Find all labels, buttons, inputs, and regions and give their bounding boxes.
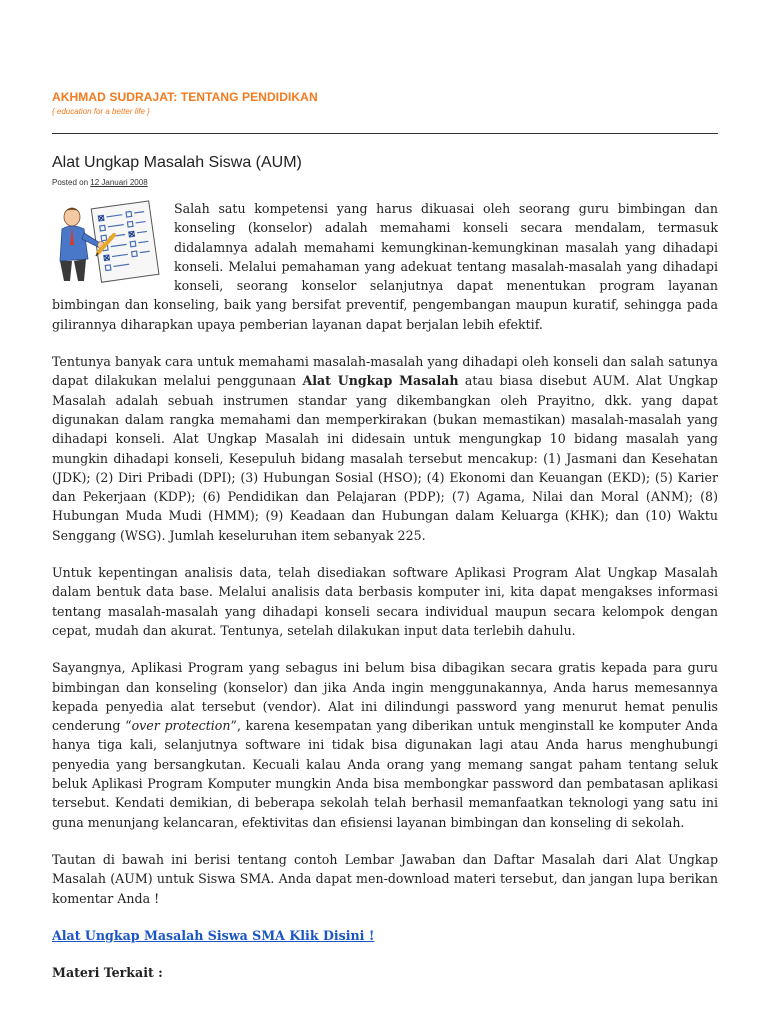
post-title: Alat Ungkap Masalah Siswa (AUM) xyxy=(52,154,302,171)
paragraph-aum-description xyxy=(52,352,718,545)
posted-on-label: Posted on xyxy=(52,178,89,187)
header-divider xyxy=(52,133,718,134)
aum-bold-term: Alat Ungkap Masalah xyxy=(302,373,459,389)
paragraph-licensing-text-start: Sayangnya, Aplikasi Program yang sebagus ini belum bisa dibagikan secara gratis kepada para guru bimbingan dan konseling (konselor) dan jika Anda ingin menggunakannya, Anda harus memesannya kepada penyedia alat tersebut (vendor). Alat ini dilindungi password yang menurut hemat penulis cenderung “ xyxy=(52,660,718,734)
over-protection-italic: over protection xyxy=(131,718,231,734)
post-date-link[interactable]: 12 Januari 2008 xyxy=(90,178,148,187)
related-materials-heading: Materi Terkait : xyxy=(52,965,163,981)
paragraph-intro xyxy=(52,199,718,334)
paragraph-intro-text: Salah satu kompetensi yang harus dikuasai oleh seorang guru bimbingan dan konseling (konselor) adalah memahami konseli secara mendalam, termasuk didalamnya adalah memahami kemungkinan-kemungkinan masalah yang dihadapi konseli. Melalui pemahaman yang adekuat tentang masalah-masalah yang dihadapi konseli, seorang konselor selanjutnya dapat menentukan program layanan bimbingan dan konseling, baik yang bersifat preventif, pengembangan maupun kuratif, sehingga pada gilirannya diharapkan upaya pemberian layanan dapat berjalan lebih efektif. xyxy=(52,201,718,332)
site-header xyxy=(52,90,718,116)
paragraph-download-info: Tautan di bawah ini berisi tentang contoh Lembar Jawaban dan Daftar Masalah dari Alat Ungkap Masalah (AUM) untuk Siswa SMA. Anda dapat men-download materi tersebut, dan jangan lupa berikan komentar Anda ! xyxy=(52,851,718,906)
site-tagline: { education for a better life } xyxy=(52,107,150,116)
post-meta xyxy=(52,178,148,187)
paragraph-aum-text-start: Tentunya banyak cara untuk memahami masalah-masalah yang dihadapi oleh konseli dan salah satunya dapat dilakukan melalui penggunaan xyxy=(52,354,718,389)
person-questionnaire-icon xyxy=(52,199,164,283)
paragraph-software: Untuk kepentingan analisis data, telah disediakan software Aplikasi Program Alat Ungkap Masalah dalam bentuk data base. Melalui analisis data berbasis komputer ini, kita dapat mengakses informasi tentang masalah-masalah yang dihadapi konseli secara individual maupun secara kelompok dengan cepat, mudah dan akurat. Tentunya, setelah dilakukan input data terlebih dahulu. xyxy=(52,565,718,638)
paragraph-licensing xyxy=(52,658,718,832)
download-link-row xyxy=(52,926,718,945)
paragraph-licensing-text-end: ”, karena kesempatan yang diberikan untuk menginstall ke komputer Anda hanya tiga kali, selanjutnya software ini tidak bisa digunakan lagi atau Anda harus menghubungi penyedia yang bersangkutan. Kecuali kalau Anda orang yang memang sangat paham tentang seluk beluk Aplikasi Program Komputer mungkin Anda bisa membongkar password dan pembatasan aplikasi tersebut. Kendati demikian, di beberapa sekolah telah berhasil memanfaatkan teknologi yang satu ini guna menunjang kelancaran, efektivitas dan efisiensi layanan bimbingan dan konseling di sekolah. xyxy=(52,718,718,830)
post-content xyxy=(52,199,718,1000)
paragraph-aum-text-end: atau biasa disebut AUM. Alat Ungkap Masalah adalah sebuah instrumen standar yang dikembangkan oleh Prayitno, dkk. yang dapat digunakan dalam rangka memahami dan memperkirakan (bukan memastikan) masalah-masalah yang dihadapi konseli. Alat Ungkap Masalah ini didesain untuk mengungkap 10 bidang masalah yang mungkin dihadapi konseli, Kesepuluh bidang masalah tersebut mencakup: (1) Jasmani dan Kesehatan (JDK); (2) Diri Pribadi (DPI); (3) Hubungan Sosial (HSO); (4) Ekonomi dan Keuangan (EKD); (5) Karier dan Pekerjaan (KDP); (6) Pendidikan dan Pelajaran (PDP); (7) Agama, Nilai dan Moral (ANM); (8) Hubungan Muda Mudi (HMM); (9) Keadaan dan Hubungan dalam Keluarga (KHK); dan (10) Waktu Senggang (WSG). Jumlah keseluruhan item sebanyak 225. xyxy=(52,373,718,543)
site-title-link[interactable]: AKHMAD SUDRAJAT: TENTANG PENDIDIKAN xyxy=(52,90,318,104)
download-link[interactable]: Alat Ungkap Masalah Siswa SMA Klik Disini ! xyxy=(52,927,375,943)
